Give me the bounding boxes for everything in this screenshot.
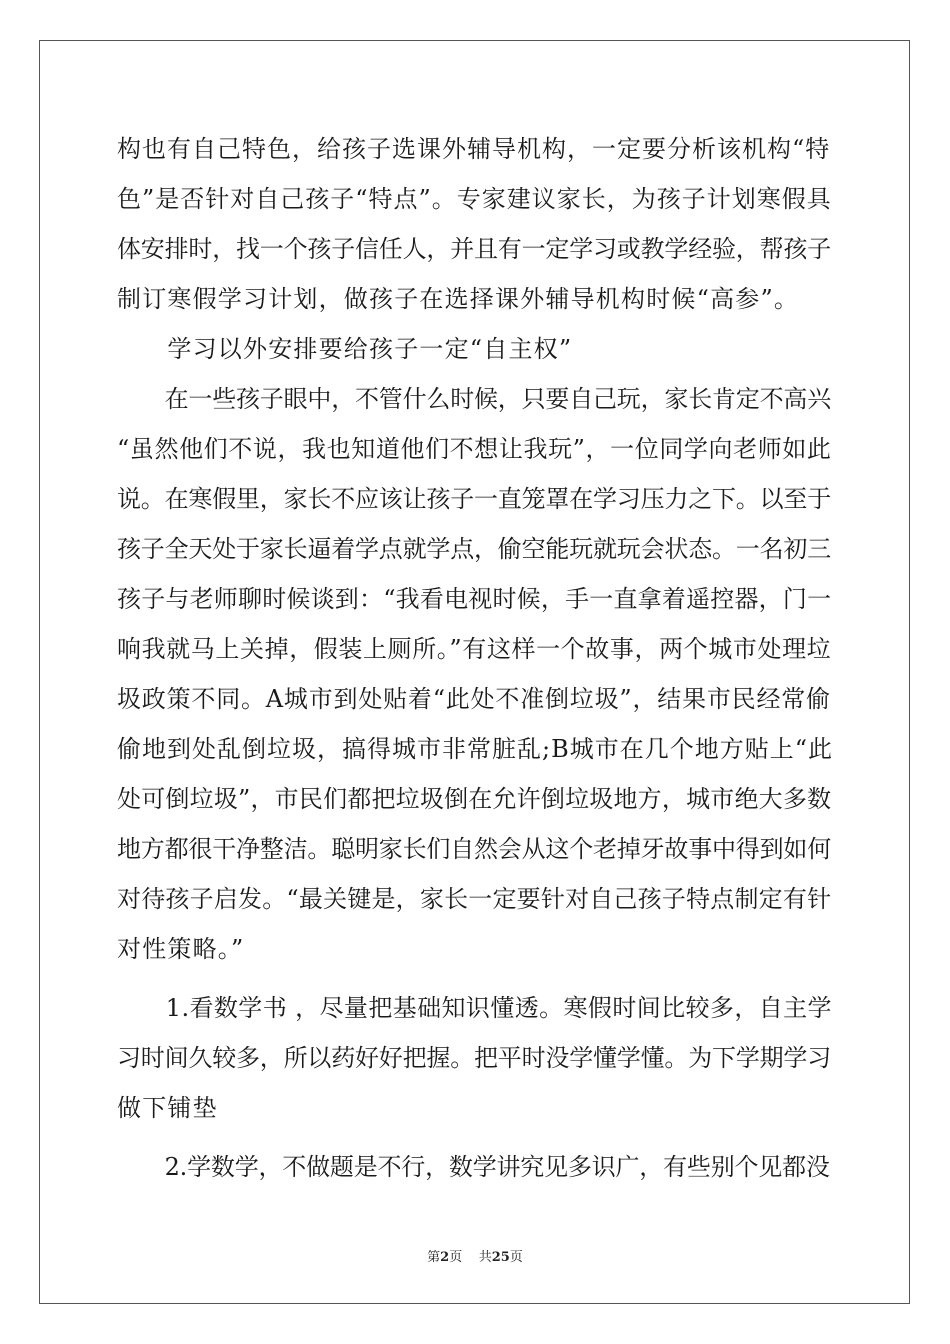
text-line: 色”是否针对自己孩子“特点”。专家建议家长，为孩子计划寒假具 [117,185,832,213]
text-line: 对待孩子启发。“最关键是，家长一定要针对自己孩子特点制定有针 [117,885,832,913]
text-line: 孩子全天处于家长逼着学点就学点，偷空能玩就玩会状态。一名初三 [117,535,831,563]
text-line: 做下铺垫 [117,1094,218,1122]
text-line: 偷地到处乱倒垃圾，搞得城市非常脏乱;B城市在几个地方贴上“此 [117,735,833,763]
text-line: 对性策略。” [117,935,245,963]
total-label-pre: 共 [478,1250,492,1265]
text-line: “虽然他们不说，我也知道他们不想让我玩”，一位同学向老师如此 [117,435,832,463]
document-body [117,124,834,1192]
page-label-post: 页 [449,1250,463,1265]
total-pages: 25 [491,1250,510,1265]
total-label-post: 页 [509,1250,523,1265]
text-line: 体安排时，找一个孩子信任人，并且有一定学习或教学经验，帮孩子 [117,235,831,263]
text-line: 孩子与老师聊时候谈到：“我看电视时候，手一直拿着遥控器，门一 [117,585,832,613]
list-item-line: 1.看数学书 ，尽量把基础知识懂透。寒假时间比较多，自主学 [117,994,832,1022]
page-footer [0,1246,950,1265]
page-number: 2 [440,1250,450,1265]
text-line: 说。在寒假里，家长不应该让孩子一直笼罩在学习压力之下。以至于 [117,485,831,513]
list-item-line: 2.学数学，不做题是不行，数学讲究见多识广，有些别个见都没 [117,1153,830,1181]
text-line: 制订寒假学习计划，做孩子在选择课外辅导机构时候“高参”。 [117,285,800,313]
page-label-pre: 第 [427,1250,441,1265]
text-line: 响我就马上关掉，假装上厕所。”有这样一个故事，两个城市处理垃 [117,635,832,663]
text-line: 构也有自己特色，给孩子选课外辅导机构，一定要分析该机构“特 [117,135,831,163]
text-line: 习时间久较多，所以药好好把握。把平时没学懂学懂。为下学期学习 [117,1044,831,1072]
text-line: 地方都很干净整洁。聪明家长们自然会从这个老掉牙故事中得到如何 [117,835,831,863]
text-line: 处可倒垃圾”，市民们都把垃圾倒在允许倒垃圾地方，城市绝大多数 [117,785,832,813]
text-line: 圾政策不同。A城市到处贴着“此处不准倒垃圾”，结果市民经常偷 [117,685,831,713]
section-heading: 学习以外安排要给孩子一定“自主权” [117,335,573,363]
text-line: 在一些孩子眼中，不管什么时候，只要自己玩，家长肯定不高兴 [117,385,831,413]
